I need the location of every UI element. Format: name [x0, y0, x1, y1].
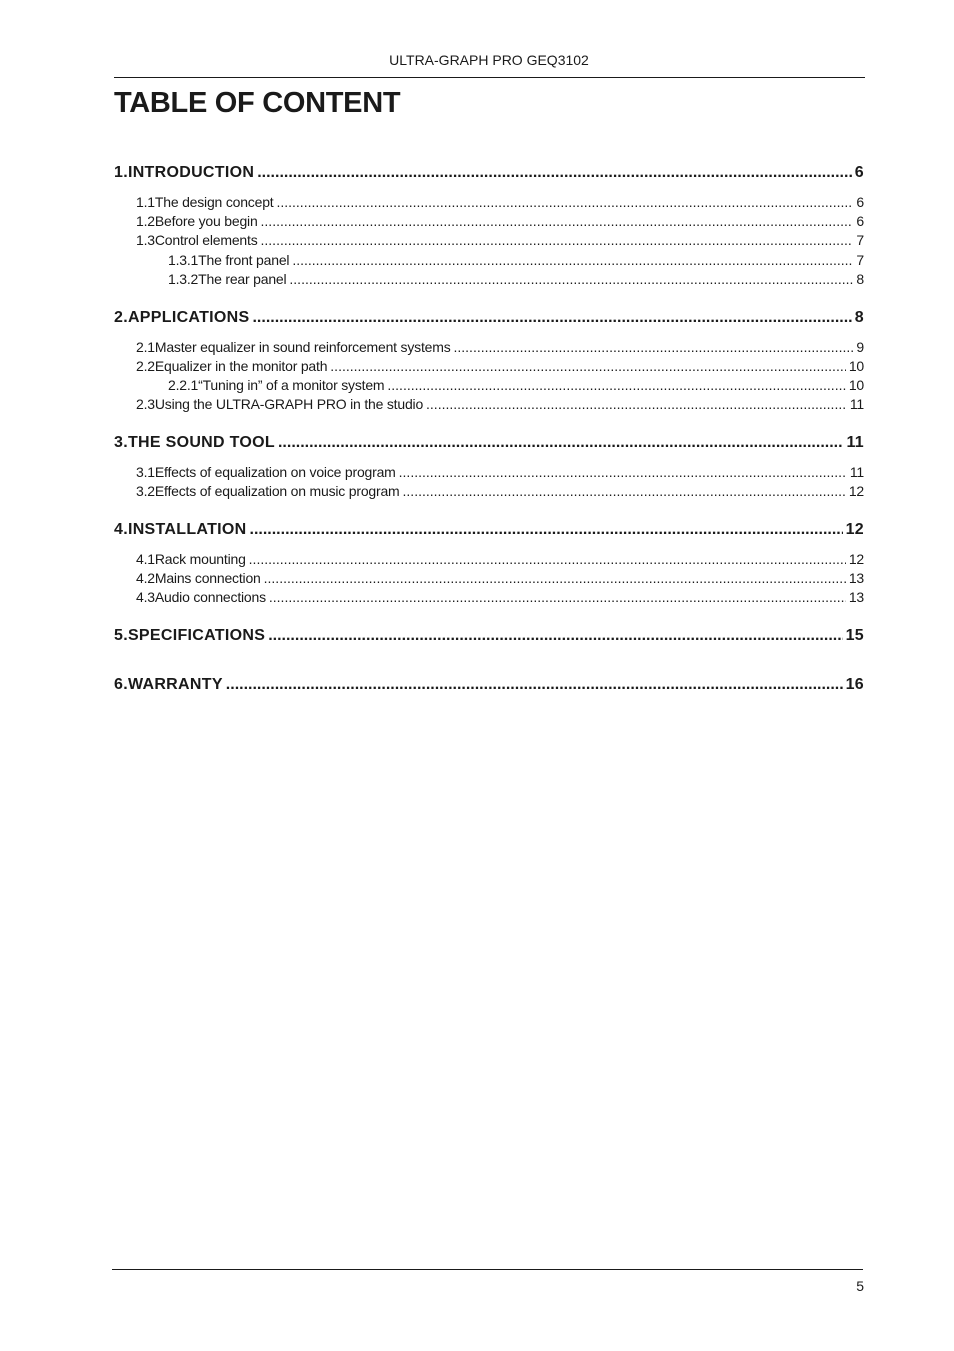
- toc-entry-page: 10: [848, 358, 864, 374]
- toc-entry-number: 3.: [114, 434, 128, 451]
- toc-entry-page: 12: [845, 521, 864, 538]
- toc-entry-page: 6: [856, 194, 864, 210]
- toc-entry-title: “Tuning in” of a monitor system: [198, 377, 385, 393]
- toc-dot-leader: [268, 627, 842, 645]
- toc-entry[interactable]: [114, 377, 864, 395]
- toc-entry-title: Effects of equalization on music program: [154, 483, 400, 499]
- toc-entry-title: The rear panel: [198, 271, 287, 287]
- toc-entry-page: 6: [856, 213, 864, 229]
- toc-entry[interactable]: [114, 521, 864, 541]
- toc-entry-page: 15: [845, 627, 864, 644]
- toc-entry[interactable]: [114, 194, 864, 212]
- toc-entry-title: Using the ULTRA-GRAPH PRO in the studio: [154, 396, 424, 412]
- toc-entry-page: 9: [856, 339, 864, 355]
- toc-entry-page: 10: [848, 377, 864, 393]
- toc-entry-title: Mains connection: [154, 570, 261, 586]
- toc-entry-title: Before you begin: [154, 213, 258, 229]
- toc-entry-page: 12: [848, 551, 864, 567]
- toc-entry-number: 2.2.1: [168, 377, 199, 393]
- toc-entry-title: Effects of equalization on voice program: [154, 464, 396, 480]
- toc-entry[interactable]: [114, 309, 864, 329]
- toc-entry[interactable]: [114, 627, 864, 647]
- toc-dot-leader: [454, 339, 854, 355]
- page-title: TABLE OF CONTENT: [114, 87, 401, 119]
- toc-entry-page: 8: [856, 271, 864, 287]
- toc-dot-leader: [250, 521, 843, 539]
- toc-entry-number: 4.3: [136, 589, 155, 605]
- toc-entry-page: 11: [849, 464, 864, 480]
- toc-entry[interactable]: [114, 434, 864, 454]
- toc-entry[interactable]: [114, 252, 864, 270]
- toc-entry-number: 2.2: [136, 358, 155, 374]
- toc-entry-title: INTRODUCTION: [127, 164, 255, 181]
- toc-entry[interactable]: [114, 232, 864, 250]
- toc-entry[interactable]: [114, 589, 864, 607]
- toc-entry-title: APPLICATIONS: [127, 309, 250, 326]
- toc-entry-page: 7: [856, 252, 864, 268]
- toc-dot-leader: [289, 271, 853, 287]
- toc-entry-number: 1.2: [136, 213, 155, 229]
- header-title: ULTRA-GRAPH PRO GEQ3102: [389, 52, 589, 68]
- toc-entry[interactable]: [114, 570, 864, 588]
- toc-entry-number: 4.2: [136, 570, 155, 586]
- toc-entry[interactable]: [114, 213, 864, 231]
- toc-entry[interactable]: [114, 358, 864, 376]
- toc-entry[interactable]: [114, 676, 864, 696]
- toc-dot-leader: [249, 551, 846, 567]
- toc-dot-leader: [330, 358, 846, 374]
- toc-entry-page: 11: [849, 396, 864, 412]
- toc-dot-leader: [226, 676, 843, 694]
- toc-entry-page: 16: [845, 676, 864, 693]
- toc-dot-leader: [261, 213, 854, 229]
- toc-dot-leader: [269, 589, 846, 605]
- toc-dot-leader: [264, 570, 846, 586]
- toc-entry-title: SPECIFICATIONS: [127, 627, 266, 644]
- page-number: 5: [856, 1278, 864, 1294]
- toc-dot-leader: [252, 309, 851, 327]
- toc-entry-page: 13: [848, 589, 864, 605]
- toc-entry[interactable]: [114, 271, 864, 289]
- toc-entry[interactable]: [114, 396, 864, 414]
- toc-entry-page: 6: [854, 164, 864, 181]
- toc-entry-number: 2.3: [136, 396, 155, 412]
- toc-entry-number: 3.1: [136, 464, 155, 480]
- toc-entry-number: 1.3: [136, 232, 155, 248]
- toc-entry-number: 4.: [114, 521, 128, 538]
- toc-entry-number: 4.1: [136, 551, 155, 567]
- toc-entry-page: 7: [856, 232, 864, 248]
- toc-entry-title: WARRANTY: [127, 676, 223, 693]
- toc-entry-number: 5.: [114, 627, 128, 644]
- toc-entry-title: Equalizer in the monitor path: [154, 358, 328, 374]
- toc-entry-title: Control elements: [154, 232, 258, 248]
- footer-divider: [112, 1269, 863, 1270]
- toc-dot-leader: [276, 194, 853, 210]
- toc-entry-number: 2.1: [136, 339, 155, 355]
- toc-entry-number: 1.3.2: [168, 271, 199, 287]
- toc-entry-title: Audio connections: [154, 589, 266, 605]
- toc-dot-leader: [387, 377, 845, 393]
- toc-entry[interactable]: [114, 551, 864, 569]
- toc-entry-number: 1.: [114, 164, 128, 181]
- toc-entry[interactable]: [114, 483, 864, 501]
- toc-entry-number: 2.: [114, 309, 128, 326]
- toc-entry-title: The front panel: [198, 252, 290, 268]
- toc-entry-page: 12: [848, 483, 864, 499]
- toc-dot-leader: [278, 434, 844, 452]
- toc-entry-title: The design concept: [154, 194, 274, 210]
- toc-dot-leader: [257, 164, 852, 182]
- toc-entry[interactable]: [114, 464, 864, 482]
- toc-entry-title: THE SOUND TOOL: [127, 434, 275, 451]
- toc-entry-title: INSTALLATION: [127, 521, 247, 538]
- toc-entry-title: Rack mounting: [154, 551, 246, 567]
- toc-entry-number: 1.3.1: [168, 252, 199, 268]
- toc-entry[interactable]: [114, 339, 864, 357]
- toc-entry-title: Master equalizer in sound reinforcement systems: [154, 339, 451, 355]
- toc-entry-page: 13: [848, 570, 864, 586]
- toc-dot-leader: [403, 483, 846, 499]
- toc-entry-page: 8: [854, 309, 864, 326]
- toc-dot-leader: [426, 396, 847, 412]
- toc-dot-leader: [261, 232, 854, 248]
- toc-entry-number: 3.2: [136, 483, 155, 499]
- toc-entry-page: 11: [846, 434, 864, 451]
- toc-dot-leader: [399, 464, 847, 480]
- toc-entry-number: 6.: [114, 676, 128, 693]
- toc-dot-leader: [292, 252, 853, 268]
- toc-entry[interactable]: [114, 164, 864, 184]
- toc-entry-number: 1.1: [136, 194, 155, 210]
